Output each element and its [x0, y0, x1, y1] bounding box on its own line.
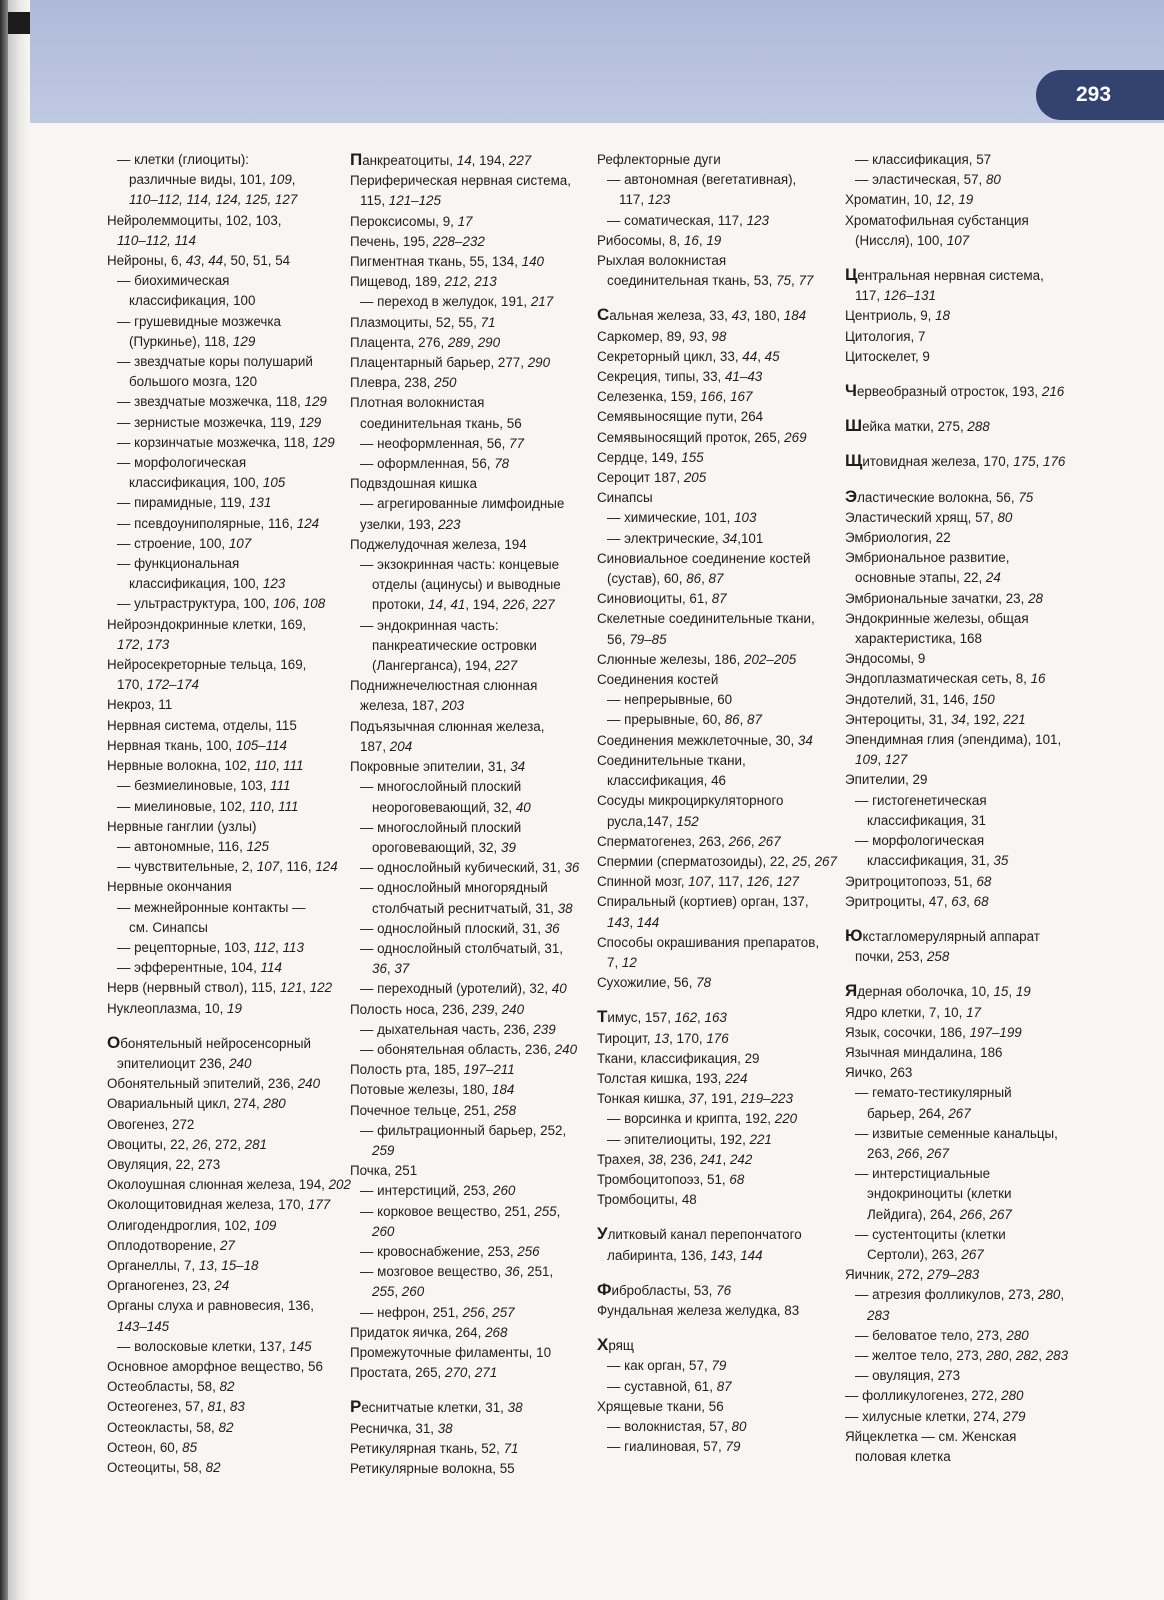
index-entry: Язычная миндалина, 186	[845, 1044, 1003, 1060]
index-entry: Семявыносящие пути, 264	[597, 409, 764, 425]
index-entry: (Лангерганса), 194, 227	[372, 658, 518, 674]
index-entry: — морфологическая	[117, 455, 247, 471]
index-entry: большого мозга, 120	[129, 374, 258, 390]
index-entry: Нервные волокна, 102, 110, 111	[107, 758, 304, 774]
page-gutter	[8, 0, 30, 1600]
index-entry: 260	[372, 1223, 395, 1239]
index-entry: Секреторный цикл, 33, 44, 45	[597, 348, 780, 364]
index-column-3	[597, 150, 837, 1457]
index-entry: — эндокринная часть:	[360, 617, 499, 633]
index-entry: Плевра, 238, 250	[350, 375, 457, 391]
index-entry: 36, 37	[372, 961, 410, 977]
section-initial-letter: Ц	[845, 265, 858, 285]
page-header-band	[30, 0, 1164, 123]
index-entry: Эндосомы, 9	[845, 651, 926, 667]
index-entry: отделы (ацинусы) и выводные	[372, 577, 561, 593]
index-entry: Язык, сосочки, 186, 197–199	[845, 1024, 1022, 1040]
index-entry: Селезенка, 159, 166, 167	[597, 389, 753, 405]
index-entry: Скелетные соединительные ткани,	[597, 611, 815, 627]
index-entry: панкреатические островки	[372, 637, 537, 653]
index-entry: 143–145	[117, 1318, 170, 1334]
index-entry: — многослойный плоский	[360, 819, 522, 835]
index-entry: — химические, 101, 103	[607, 510, 757, 526]
section-initial-letter: У	[597, 1224, 608, 1244]
index-entry: Тонкая кишка, 37, 191, 219–223	[597, 1091, 793, 1107]
index-entry: 117, 126–131	[855, 288, 936, 304]
index-entry: 263, 266, 267	[867, 1145, 949, 1161]
index-entry: классификация, 100, 105	[129, 475, 286, 491]
index-entry: — строение, 100, 107	[117, 535, 252, 551]
index-entry: — эластическая, 57, 80	[855, 172, 1001, 188]
index-entry: Нервные ганглии (узлы)	[107, 818, 257, 834]
index-entry: русла,147, 152	[607, 813, 699, 829]
index-entry: — агрегированные лимфоидные	[360, 496, 565, 512]
index-entry: — непрерывные, 60	[607, 692, 733, 708]
index-entry: Фундальная железа желудка, 83	[597, 1302, 800, 1318]
index-entry: — суставной, 61, 87	[607, 1378, 732, 1394]
index-entry: Плацентарный барьер, 277, 290	[350, 355, 551, 371]
index-entry: Овоциты, 22, 26, 272, 281	[107, 1136, 267, 1152]
index-entry: Соединительные ткани,	[597, 752, 746, 768]
index-entry: — рецепторные, 103, 112, 113	[117, 939, 304, 955]
index-entry: (Ниссля), 100, 107	[855, 232, 970, 248]
index-entry: Нуклеоплазма, 10, 19	[107, 1000, 242, 1016]
index-entry: см. Синапсы	[129, 919, 208, 935]
index-entry: Оплодотворение, 27	[107, 1237, 235, 1253]
section-initial-letter: Ф	[597, 1279, 612, 1299]
index-entry: — эпителиоциты, 192, 221	[607, 1131, 772, 1147]
index-entry: Некроз, 11	[107, 697, 173, 713]
index-entry: эпителиоцит 236, 240	[117, 1055, 252, 1071]
index-entry: Подъязычная слюнная железа,	[350, 718, 545, 734]
index-entry: (Пуркинье), 118, 129	[129, 333, 256, 349]
index-entry: — переходный (уротелий), 32, 40	[360, 981, 567, 997]
index-entry: — классификация, 57	[855, 152, 992, 167]
index-entry: — многослойный плоский	[360, 779, 522, 795]
index-entry: Сероцит 187, 205	[597, 470, 707, 486]
index-entry: Хроматин, 10, 12, 19	[845, 192, 974, 208]
index-entry: Нервные окончания	[107, 879, 232, 895]
index-entry: Сосуды микроциркуляторного	[597, 793, 784, 809]
index-entry: Яичко, 263	[845, 1065, 913, 1081]
index-entry: — однослойный плоский, 31, 36	[360, 920, 560, 936]
index-entry: — хилусные клетки, 274, 279	[845, 1408, 1026, 1424]
index-column-4	[845, 150, 1077, 1467]
index-entry: — звездчатые мозжечка, 118, 129	[117, 394, 327, 410]
index-entry: 109, 127	[855, 752, 908, 768]
index-entry: Пищевод, 189, 212, 213	[350, 274, 497, 290]
index-entry: Овариальный цикл, 274, 280	[107, 1096, 286, 1112]
index-column-1	[107, 150, 351, 1478]
index-entry: — оформленная, 56, 78	[360, 456, 510, 472]
index-entry: — функциональная	[117, 556, 240, 572]
index-entry: — однослойный кубический, 31, 36	[360, 860, 580, 876]
index-entry: — ворсинка и крипта, 192, 220	[607, 1111, 798, 1127]
index-entry: — морфологическая	[855, 833, 985, 849]
book-spine	[0, 0, 8, 1600]
index-entry: Овогенез, 272	[107, 1116, 195, 1132]
index-entry: Секреция, типы, 33, 41–43	[597, 369, 763, 385]
index-entry: Центральная нервная система,	[845, 265, 1044, 285]
index-entry: протоки, 14, 41, 194, 226, 227	[372, 597, 555, 613]
index-entry: Улитковый канал перепончатого	[597, 1224, 802, 1244]
index-entry: — однослойный многорядный	[360, 880, 548, 896]
index-entry: — эфферентные, 104, 114	[117, 960, 282, 976]
index-entry: 283	[867, 1307, 890, 1323]
index-entry: Синапсы	[597, 490, 653, 506]
index-entry: Сухожилие, 56, 78	[597, 975, 712, 991]
index-entry: Органогенез, 23, 24	[107, 1278, 230, 1294]
index-entry: соединительная ткань, 56	[360, 415, 522, 431]
index-entry: половая клетка	[855, 1448, 951, 1464]
index-entry: Плацента, 276, 289, 290	[350, 334, 501, 350]
index-entry: — автономные, 116, 125	[117, 838, 269, 854]
index-entry: Органы слуха и равновесия, 136,	[107, 1298, 314, 1314]
index-entry: — биохимическая	[117, 273, 230, 289]
index-entry: Соединения костей	[597, 672, 719, 688]
index-entry: Рибосомы, 8, 16, 19	[597, 232, 722, 248]
index-entry: Реснитчатые клетки, 31, 38	[350, 1397, 523, 1417]
index-entry: Центриоль, 9, 18	[845, 308, 950, 324]
index-entry: 115, 121–125	[360, 193, 441, 209]
index-entry: Тромбоцитопоэз, 51, 68	[597, 1171, 745, 1187]
index-entry: — беловатое тело, 273, 280	[855, 1327, 1029, 1343]
index-entry: Синовиоциты, 61, 87	[597, 591, 727, 607]
index-entry: Цитоскелет, 9	[845, 348, 930, 364]
index-entry: Остеогенез, 57, 81, 83	[107, 1399, 245, 1415]
index-entry: Тромбоциты, 48	[597, 1192, 697, 1208]
index-entry: Рыхлая волокнистая	[597, 253, 727, 269]
index-entry: Эндокринные железы, общая	[845, 610, 1029, 626]
index-entry: Соединения межклеточные, 30, 34	[597, 732, 813, 748]
index-entry: — корковое вещество, 251, 255,	[360, 1203, 561, 1219]
index-entry: Синовиальное соединение костей	[597, 550, 811, 566]
index-entry: — экзокринная часть: концевые	[360, 557, 560, 573]
index-entry: Сперматогенез, 263, 266, 267	[597, 833, 781, 849]
index-entry: Хрящ	[597, 1335, 634, 1355]
index-entry: 255, 260	[372, 1284, 425, 1300]
index-entry: — неоформленная, 56, 77	[360, 435, 524, 451]
index-entry: — кровоснабжение, 253, 256	[360, 1243, 540, 1259]
index-entry: — овуляция, 273	[855, 1368, 961, 1384]
index-entry: Нейроны, 6, 43, 44, 50, 51, 54	[107, 253, 291, 269]
index-column-2	[350, 150, 588, 1479]
index-entry: Эпителии, 29	[845, 772, 928, 788]
index-entry: Печень, 195, 228–232	[350, 233, 485, 249]
index-entry: — автономная (вегетативная),	[607, 172, 797, 188]
index-entry: Потовые железы, 180, 184	[350, 1082, 515, 1098]
index-entry: Ресничка, 31, 38	[350, 1420, 453, 1436]
index-entry: Нейросекреторные тельца, 169,	[107, 657, 307, 673]
index-entry: — желтое тело, 273, 280, 282, 283	[855, 1347, 1069, 1363]
index-entry: — волокнистая, 57, 80	[607, 1418, 747, 1434]
index-entry: Лейдига), 264, 266, 267	[867, 1206, 1012, 1222]
index-entry: — ультраструктура, 100, 106, 108	[117, 596, 326, 612]
index-entry: Покровные эпителии, 31, 34	[350, 759, 526, 775]
index-entry: Плазмоциты, 52, 55, 71	[350, 314, 496, 330]
index-entry: — волосковые клетки, 137, 145	[117, 1338, 312, 1354]
index-entry: Эритроцитопоэз, 51, 68	[845, 873, 992, 889]
index-entry: Почка, 251	[350, 1163, 418, 1179]
index-entry: 7, 12	[607, 954, 637, 970]
index-entry: Эндотелий, 31, 146, 150	[845, 691, 995, 707]
index-entry: Сердце, 149, 155	[597, 449, 704, 465]
index-entry: Периферическая нервная система,	[350, 173, 571, 189]
index-entry: Семявыносящий проток, 265, 269	[597, 429, 807, 445]
index-entry: Промежуточные филаменты, 10	[350, 1344, 552, 1360]
section-initial-letter: Т	[597, 1007, 608, 1027]
index-entry: Яичник, 272, 279–283	[845, 1267, 980, 1283]
index-entry: Нейролеммоциты, 102, 103,	[107, 212, 282, 228]
index-entry: Толстая кишка, 193, 224	[597, 1070, 748, 1086]
index-entry: Рефлекторные дуги	[597, 152, 721, 167]
index-entry: Обонятельный нейросенсорный	[107, 1032, 311, 1052]
index-entry: 110–112, 114	[117, 232, 196, 248]
section-initial-letter: Ю	[845, 925, 863, 945]
index-entry: Шейка матки, 275, 288	[845, 416, 990, 436]
index-entry: — безмиелиновые, 103, 111	[117, 778, 291, 794]
index-entry: Остеон, 60, 85	[107, 1439, 198, 1455]
index-entry: — обонятельная область, 236, 240	[360, 1041, 578, 1057]
index-entry: Овуляция, 22, 273	[107, 1156, 221, 1172]
index-entry: Подвздошная кишка	[350, 476, 477, 492]
index-entry: узелки, 193, 223	[360, 516, 461, 532]
index-entry: Ядерная оболочка, 10, 15, 19	[845, 981, 1031, 1001]
index-entry: — фильтрационный барьер, 252,	[360, 1122, 567, 1138]
section-initial-letter: Э	[845, 486, 858, 506]
index-entry: соединительная ткань, 53, 75, 77	[607, 273, 814, 289]
index-entry: 143, 144	[607, 914, 660, 930]
section-initial-letter: С	[597, 305, 610, 325]
index-entry: Эндоплазматическая сеть, 8, 16	[845, 671, 1046, 687]
index-entry: эндокриноциты (клетки	[867, 1186, 1012, 1202]
index-entry: Поджелудочная железа, 194	[350, 536, 527, 552]
index-entry: — гиалиновая, 57, 79	[607, 1439, 741, 1455]
index-entry: характеристика, 168	[855, 631, 982, 647]
index-entry: Эмбриология, 22	[845, 530, 951, 546]
index-entry: Яйцеклетка — см. Женская	[845, 1428, 1017, 1444]
index-entry: Саркомер, 89, 93, 98	[597, 328, 727, 344]
index-entry: Эластические волокна, 56, 75	[845, 486, 1034, 506]
index-entry: Эритроциты, 47, 63, 68	[845, 893, 989, 909]
index-entry: классификация, 46	[607, 773, 726, 789]
index-entry: — интерстициальные	[855, 1166, 991, 1182]
index-entry: Плотная волокнистая	[350, 395, 485, 411]
index-entry: Остеоциты, 58, 82	[107, 1460, 221, 1475]
index-entry: Полость носа, 236, 239, 240	[350, 1001, 525, 1017]
index-entry: Эластический хрящ, 57, 80	[845, 509, 1013, 525]
section-initial-letter: Я	[845, 981, 858, 1001]
index-entry: Эпендимная глия (эпендима), 101,	[845, 732, 1062, 748]
index-entry: Спинной мозг, 107, 117, 126, 127	[597, 874, 799, 890]
index-entry: Эмбриональное развитие,	[845, 550, 1010, 566]
index-entry: Сертоли), 263, 267	[867, 1246, 984, 1262]
index-entry: Хроматофильная субстанция	[845, 212, 1029, 228]
page-number: 293	[1036, 70, 1164, 120]
index-entry: почки, 253, 258	[855, 949, 950, 965]
index-entry: Слюнные железы, 186, 202–205	[597, 651, 797, 667]
section-initial-letter: Щ	[845, 451, 863, 471]
index-entry: Нервная система, отделы, 115	[107, 717, 297, 733]
index-entry: — миелиновые, 102, 110, 111	[117, 798, 299, 814]
index-entry: барьер, 264, 267	[867, 1105, 971, 1121]
index-entry: 187, 204	[360, 738, 413, 754]
section-initial-letter: Ш	[845, 416, 863, 436]
index-entry: — прерывные, 60, 86, 87	[607, 712, 762, 728]
index-entry: основные этапы, 22, 24	[855, 570, 1001, 586]
index-entry: лабиринта, 136, 143, 144	[607, 1247, 763, 1263]
index-entry: Тимус, 157, 162, 163	[597, 1007, 727, 1027]
index-entry: — извитые семенные канальцы,	[855, 1125, 1058, 1141]
index-entry: Олигодендроглия, 102, 109	[107, 1217, 277, 1233]
index-entry: — пирамидные, 119, 131	[117, 495, 272, 511]
index-entry: Ткани, классификация, 29	[597, 1050, 760, 1066]
index-entry: Ретикулярная ткань, 52, 71	[350, 1440, 519, 1456]
index-entry: Ретикулярные волокна, 55	[350, 1461, 515, 1476]
index-entry: железа, 187, 203	[360, 698, 465, 714]
index-entry: — однослойный столбчатый, 31,	[360, 940, 564, 956]
index-entry: 172, 173	[117, 636, 170, 652]
index-entry: Органеллы, 7, 13, 15–18	[107, 1257, 259, 1273]
index-entry: — клетки (глиоциты):	[117, 152, 250, 167]
index-entry: Поднижнечелюстная слюнная	[350, 678, 538, 694]
section-initial-letter: Х	[597, 1335, 609, 1355]
section-initial-letter: Р	[350, 1397, 362, 1417]
index-entry: Тироцит, 13, 170, 176	[597, 1030, 729, 1046]
index-entry: ороговевающий, 32, 39	[372, 839, 516, 855]
index-entry: Спиральный (кортиев) орган, 137,	[597, 894, 809, 910]
index-entry: неороговевающий, 32, 40	[372, 799, 531, 815]
index-entry: — переход в желудок, 191, 217	[360, 294, 554, 310]
index-entry: 56, 79–85	[607, 631, 667, 647]
index-entry: различные виды, 101, 109,	[129, 172, 296, 188]
index-entry: Пигментная ткань, 55, 134, 140	[350, 254, 544, 270]
index-entry: классификация, 100	[129, 293, 256, 309]
index-entry: 170, 172–174	[117, 677, 199, 693]
index-entry: Нервная ткань, 100, 105–114	[107, 737, 287, 753]
index-entry: Сальная железа, 33, 43, 180, 184	[597, 305, 807, 325]
index-entry: — чувствительные, 2, 107, 116, 124	[117, 859, 338, 875]
index-entry: Придаток яичка, 264, 268	[350, 1324, 508, 1340]
index-entry: 259	[372, 1142, 395, 1158]
index-entry: — электрические, 34,101	[607, 530, 764, 546]
index-entry: — соматическая, 117, 123	[607, 212, 769, 228]
index-entry: Обонятельный эпителий, 236, 240	[107, 1076, 321, 1092]
index-entry: Полость рта, 185, 197–211	[350, 1062, 515, 1078]
index-entry: — как орган, 57, 79	[607, 1358, 727, 1374]
index-entry: Простата, 265, 270, 271	[350, 1365, 498, 1381]
index-entry: Нерв (нервный ствол), 115, 121, 122	[107, 980, 333, 996]
index-entry: — межнейронные контакты —	[117, 899, 306, 915]
index-entry: Панкреатоциты, 14, 194, 227	[350, 150, 532, 169]
index-entry: Хрящевые ткани, 56	[597, 1398, 724, 1414]
index-entry: — гистогенетическая	[855, 792, 987, 808]
index-entry: Спермии (сперматозоиды), 22, 25, 267	[597, 853, 837, 869]
index-entry: Пероксисомы, 9, 17	[350, 213, 473, 229]
index-entry: — фолликулогенез, 272, 280	[845, 1388, 1024, 1404]
index-entry: — псевдоуниполярные, 116, 124	[117, 515, 320, 531]
index-entry: столбчатый реснитчатый, 31, 38	[372, 900, 573, 916]
index-entry: Щитовидная железа, 170, 175, 176	[845, 451, 1066, 471]
index-entry: классификация, 31	[867, 812, 986, 828]
index-entry: Фибробласты, 53, 76	[597, 1279, 732, 1299]
index-entry: Нейроэндокринные клетки, 169,	[107, 616, 307, 632]
index-entry: Остеобласты, 58, 82	[107, 1379, 235, 1395]
index-entry: — атрезия фолликулов, 273, 280,	[855, 1287, 1065, 1303]
section-initial-letter: П	[350, 150, 363, 169]
index-entry: 110–112, 114, 124, 125, 127	[129, 192, 298, 208]
index-entry: — мозговое вещество, 36, 251,	[360, 1264, 554, 1280]
index-entry: (сустав), 60, 86, 87	[607, 571, 724, 587]
index-entry: Энтероциты, 31, 34, 192, 221	[845, 711, 1026, 727]
index-entry: — нефрон, 251, 256, 257	[360, 1304, 515, 1320]
index-entry: Эмбриональные зачатки, 23, 28	[845, 590, 1043, 606]
section-initial-letter: О	[107, 1032, 121, 1052]
index-entry: 117, 123	[619, 192, 671, 208]
index-entry: классификация, 31, 35	[867, 853, 1009, 869]
index-entry: — зернистые мозжечка, 119, 129	[117, 414, 322, 430]
index-entry: Околоушная слюнная железа, 194, 202	[107, 1177, 351, 1193]
index-entry: Ядро клетки, 7, 10, 17	[845, 1004, 981, 1020]
index-entry: Основное аморфное вещество, 56	[107, 1358, 323, 1374]
index-entry: — дыхательная часть, 236, 239	[360, 1021, 556, 1037]
index-entry: Околощитовидная железа, 170, 177	[107, 1197, 331, 1213]
index-entry: — звездчатые коры полушарий	[117, 354, 313, 370]
index-entry: Способы окрашивания препаратов,	[597, 934, 820, 950]
index-entry: Червеобразный отросток, 193, 216	[845, 381, 1065, 401]
index-entry: — корзинчатые мозжечка, 118, 129	[117, 434, 335, 450]
index-entry: Трахея, 38, 236, 241, 242	[597, 1151, 753, 1167]
index-entry: классификация, 100, 123	[129, 576, 286, 592]
index-entry: — грушевидные мозжечка	[117, 313, 281, 329]
index-entry: — интерстиций, 253, 260	[360, 1183, 516, 1199]
section-initial-letter: Ч	[845, 381, 857, 401]
index-entry: Остеокласты, 58, 82	[107, 1419, 234, 1435]
index-entry: Цитология, 7	[845, 328, 926, 344]
index-entry: — сустентоциты (клетки	[855, 1226, 1006, 1242]
index-entry: Почечное тельце, 251, 258	[350, 1102, 517, 1118]
index-entry: — гемато-тестикулярный	[855, 1085, 1012, 1101]
index-entry: Юкстагломерулярный аппарат	[845, 925, 1040, 945]
